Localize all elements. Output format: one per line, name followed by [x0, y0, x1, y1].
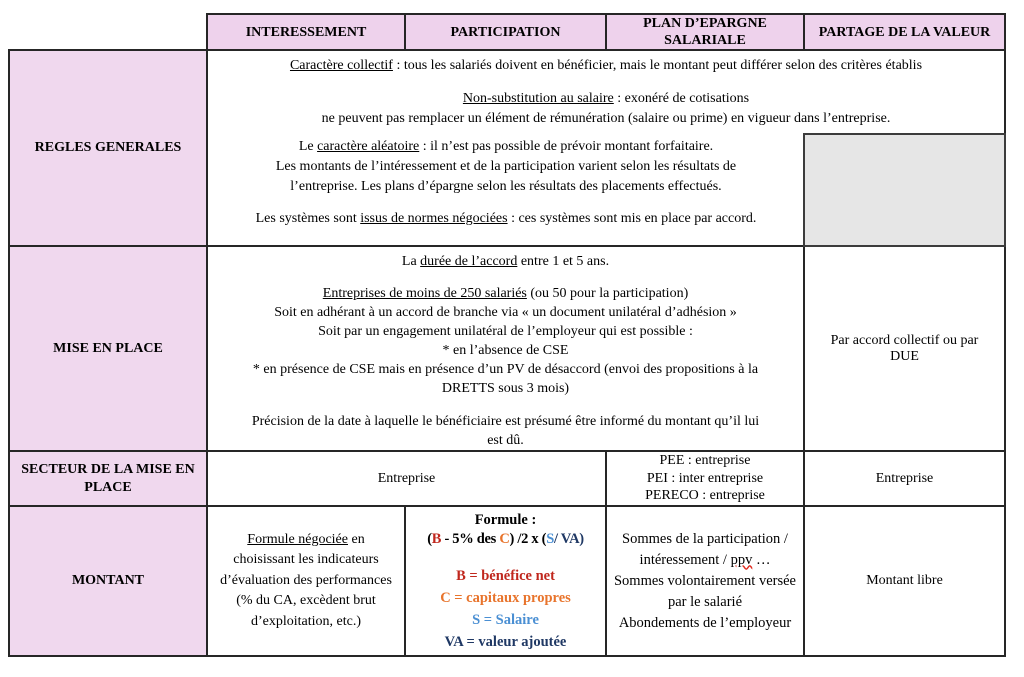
row-label-montant	[8, 505, 208, 657]
text-line	[208, 89, 1004, 109]
text-line	[212, 209, 800, 229]
text-segment: La	[401, 254, 421, 269]
header-cell-plan-epargne	[605, 13, 805, 51]
formula-va: VA	[560, 531, 580, 547]
text-line: PERECO : entreprise	[645, 488, 765, 504]
formula-slash: /	[553, 531, 561, 547]
underlined-phrase: caractère aléatoire	[317, 139, 420, 154]
cell-mise-partage-valeur	[803, 245, 1006, 452]
text-line: l’entreprise. Les plans d’épargne selon les résultats des placements effectués.	[290, 179, 722, 194]
cell-secteur-entreprise	[206, 450, 607, 507]
formula-s: S	[546, 531, 554, 547]
cell-text: Montant libre	[866, 573, 943, 588]
text-line: Soit en adhérant à un accord de branche via « un document unilatéral d’adhésion »	[274, 305, 737, 320]
spacer	[212, 197, 800, 209]
cell-montant-partage-valeur	[803, 505, 1006, 657]
spacer	[406, 549, 605, 565]
mise-text-block	[208, 252, 803, 450]
cell-secteur-partage-valeur	[803, 450, 1006, 507]
cell-text: Entreprise	[377, 470, 436, 486]
header-label: PLAN D’EPARGNE SALARIALE	[643, 16, 767, 48]
cell-text	[216, 530, 396, 633]
cell-gray-empty	[803, 133, 1006, 247]
text-line	[212, 137, 800, 157]
row-label-text: SECTEUR DE LA MISE EN PLACE	[21, 461, 195, 495]
text-line	[208, 56, 1004, 76]
cell-text: Par accord collectif ou par DUE	[830, 332, 979, 364]
text-line: DRETTS sous 3 mois)	[441, 381, 570, 396]
text-line: * en l’absence de CSE	[442, 343, 569, 358]
text-segment: entre 1 et 5 ans.	[517, 254, 610, 269]
text-line: ne peuvent pas remplacer un élément de rémunération (salaire ou prime) en vigueur dans l’entreprise.	[321, 111, 891, 126]
underlined-phrase: Non-substitution au salaire	[462, 91, 614, 106]
cell-mise-en-place	[206, 245, 805, 452]
legend-b: B = bénéfice net	[456, 568, 555, 584]
header-label: INTERESSEMENT	[245, 24, 367, 40]
row-label-text: MONTANT	[71, 573, 145, 588]
formula-title: Formule :	[474, 512, 537, 528]
legend-va: VA = valeur ajoutée	[444, 634, 567, 650]
legend-s: S = Salaire	[472, 612, 539, 628]
text-line: PEE : entreprise	[659, 453, 751, 469]
text-line	[208, 284, 803, 303]
row-label-regles-generales	[8, 49, 208, 247]
formula-segment: (	[427, 531, 432, 547]
formula-b: B	[431, 531, 442, 547]
underlined-phrase: Caractère collectif	[289, 58, 393, 73]
underlined-phrase: durée de l’accord	[420, 254, 518, 269]
formula-expression	[406, 530, 605, 549]
text-line: Soit par un engagement unilatéral de l’employeur qui est possible :	[318, 324, 693, 339]
text-line: est dû.	[487, 433, 524, 448]
text-segment: (ou 50 pour la participation)	[526, 286, 689, 301]
text-line: Sommes volontairement versée par le salarié	[613, 572, 796, 610]
underlined-phrase: Formule négociée	[247, 531, 348, 547]
text-line: * en présence de CSE mais en présence d’un PV de désaccord (envoi des propositions à la	[252, 362, 759, 377]
row-label-text: MISE EN PLACE	[53, 340, 163, 356]
cell-text: Entreprise	[875, 470, 934, 486]
spacer	[208, 398, 803, 412]
text-segment: Les systèmes sont	[255, 211, 361, 226]
cell-montant-participation	[404, 505, 607, 657]
regles-part-trois-colonnes	[212, 137, 800, 229]
header-cell-participation	[404, 13, 607, 51]
text-line: Abondements de l’employeur	[618, 614, 792, 631]
text-line	[208, 252, 803, 271]
cell-montant-plan-epargne	[605, 505, 805, 657]
underlined-phrase: Entreprises de moins de 250 salariés	[322, 286, 527, 301]
text-segment: Le	[298, 139, 318, 154]
formula-segment: ) /2 x (	[509, 531, 547, 547]
text-segment: …	[752, 551, 771, 568]
row-label-secteur	[8, 450, 208, 507]
formula-segment: )	[579, 531, 584, 547]
row-label-mise-en-place	[8, 245, 208, 452]
text-line: Précision de la date à laquelle le bénéficiaire est présumé être informé du montant qu’il lui	[251, 414, 760, 429]
text-segment: en choisissant les indicateurs d’évaluation des performances (% du CA, excèdent brut d’exploitation, etc.)	[220, 531, 392, 629]
spacer	[208, 76, 1004, 89]
formula-segment: - 5% des	[441, 531, 500, 547]
text-line: PEI : inter entreprise	[646, 470, 764, 486]
text-segment: : tous les salariés doivent en bénéficier, mais le montant peut différer selon des critères établis	[392, 58, 923, 73]
text-segment: Sommes de la participation / intéressement /	[622, 530, 788, 568]
row-label-text: REGLES GENERALES	[34, 140, 182, 155]
header-label: PARTICIPATION	[450, 24, 561, 40]
header-cell-partage-valeur	[803, 13, 1006, 51]
text-line	[612, 529, 798, 571]
cell-montant-interessement	[206, 505, 406, 657]
text-segment: : il n’est pas possible de prévoir montant forfaitaire.	[419, 139, 714, 154]
text-line: Les montants de l’intéressement et de la participation varient selon les résultats de	[275, 159, 737, 174]
formula-c: C	[499, 531, 510, 547]
header-cell-interessement	[206, 13, 406, 51]
legend-c: C = capitaux propres	[440, 590, 571, 606]
spacer	[208, 271, 803, 284]
text-segment: : ces systèmes sont mis en place par accord.	[507, 211, 757, 226]
cell-secteur-plans	[605, 450, 805, 507]
text-segment: : exonéré de cotisations	[613, 91, 750, 106]
spellcheck-word: ppv	[730, 551, 753, 568]
header-label: PARTAGE DE LA VALEUR	[818, 24, 991, 40]
regles-part-commune	[208, 56, 1004, 129]
underlined-phrase: issus de normes négociées	[360, 211, 508, 226]
